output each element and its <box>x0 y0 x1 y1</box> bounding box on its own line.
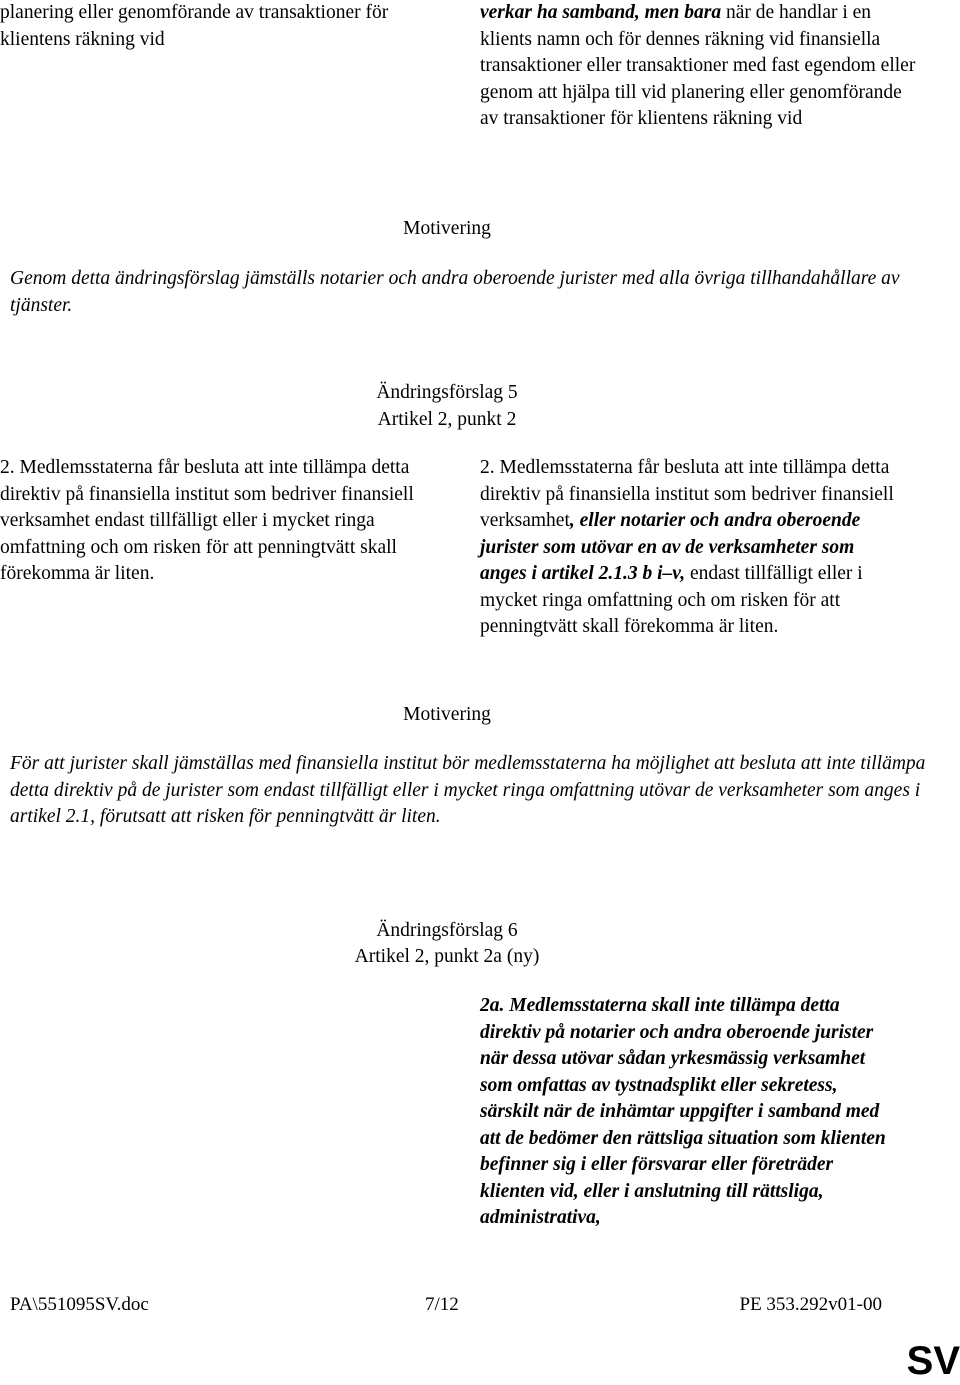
amendment-right-part: endast tillfälligt eller i mycket ringa omfattning och om risken för att penningtvätt skall förekomma är liten. <box>480 563 863 637</box>
motivering-text: Genom detta ändringsförslag jämställs notarier och andra oberoende jurister med alla övriga tillhandahållare av tjänster. <box>10 268 900 316</box>
amendment-number: Ändringsförslag 5 <box>376 382 518 403</box>
language-code: SV <box>906 1339 960 1383</box>
amendment-left-text: 2. Medlemsstaterna får besluta att inte tillämpa detta direktiv på finansiella institut som bedriver finansiell verksamhet endast tillfälligt eller i mycket ringa omfattning och om risken för att penningtvätt skall förekomma är liten. <box>0 457 414 584</box>
footer-page-number: 7/12 <box>425 1294 459 1315</box>
amendment-number: Ändringsförslag 6 <box>376 920 518 941</box>
motivering-heading: Motivering <box>403 704 491 725</box>
top-right-rest: när de handlar i en klients namn och för dennes räkning vid finansiella transaktioner eller transaktioner med fast egendom eller genom att hjälpa till vid planering eller genomförande av transaktioner för klientens räkning vid <box>480 2 916 129</box>
amendment-right-text: 2a. Medlemsstaterna skall inte tillämpa detta direktiv på notarier och andra oberoende jurister när dessa utövar sådan yrkesmässig verksamhet som omfattas av tystnadsplikt eller sekretess, särskilt när de inhämtar uppgifter i samband med att de bedömer den rättsliga situation som klienten befinner sig i eller försvarar eller företräder klienten vid, eller i anslutning till rättsliga, administrativa, <box>480 995 886 1228</box>
amendment-right-bold: , eller notarier och andra oberoende jurister som utövar en av de verksamheter som anges i artikel 2.1.3 b i–v, <box>480 510 861 584</box>
motivering-heading: Motivering <box>403 218 491 239</box>
amendment-right-part: 2. Medlemsstaterna får besluta att inte tillämpa detta direktiv på finansiella institut som bedriver finansiell verksamhet <box>480 457 894 531</box>
top-left-text: planering eller genomförande av transaktioner för klientens räkning vid <box>0 2 389 50</box>
amendment-article: Artikel 2, punkt 2a (ny) <box>354 946 540 967</box>
footer-pe-ref: PE 353.292v01-00 <box>739 1294 882 1315</box>
amendment-article: Artikel 2, punkt 2 <box>377 409 517 430</box>
top-right-text <box>480 0 920 133</box>
motivering-text: För att jurister skall jämställas med finansiella institut bör medlemsstaterna ha möjlighet att besluta att inte tillämpa detta direktiv på de jurister som endast tillfälligt eller i mycket ringa omfattning utövar de verksamheter som anges i artikel 2.1, förutsatt att risken för penningtvätt är liten. <box>10 753 926 827</box>
top-right-bold-italic: verkar ha samband, men bara <box>480 2 722 23</box>
footer-doc-ref: PA\551095SV.doc <box>10 1294 149 1315</box>
amendment-right-text <box>480 455 900 641</box>
